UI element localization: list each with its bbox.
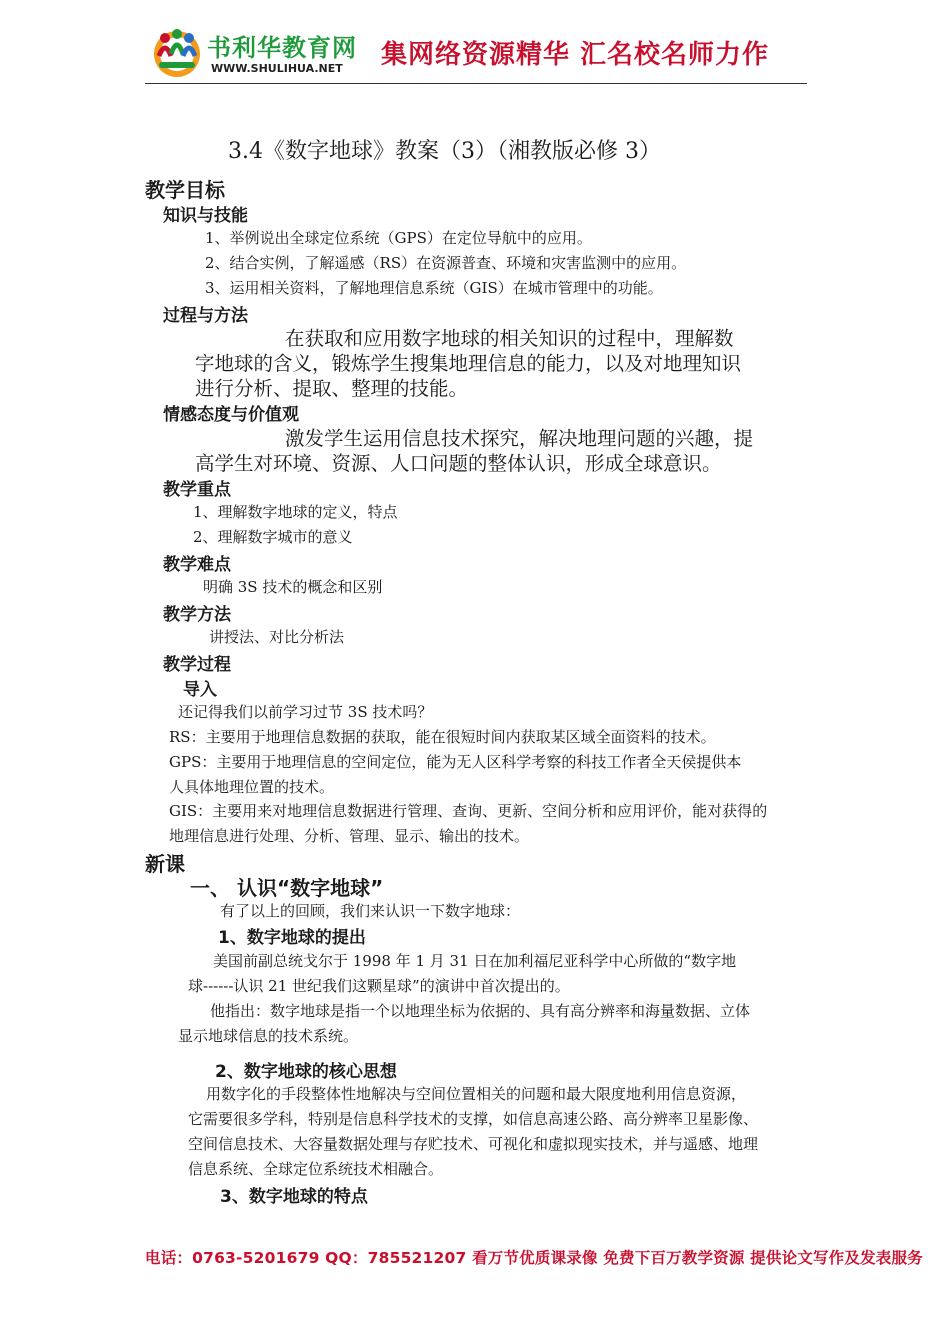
site-url: WWW.SHULIHUA.NET <box>211 62 343 75</box>
heading-knowledge-skills: 知识与技能 <box>163 206 248 226</box>
gis-definition-line-2: 地理信息进行处理、分析、管理、显示、输出的技术。 <box>169 827 530 845</box>
teaching-method-1: 讲授法、对比分析法 <box>209 628 345 646</box>
emotion-text-line-1: 激发学生运用信息技术探究，解决地理问题的兴趣，提 <box>285 427 754 450</box>
heading-teaching-methods: 教学方法 <box>163 605 231 625</box>
gis-definition-line-1: GIS：主要用来对地理信息数据进行管理、查询、更新、空间分析和应用评价，能对获得的 <box>169 802 768 820</box>
header-divider <box>145 83 807 84</box>
header-slogan: 集网络资源精华 汇名校名师力作 <box>381 40 770 70</box>
difficulty-1: 明确 3S 技术的概念和区别 <box>203 578 383 596</box>
core-idea-line-2: 它需要很多学科，特别是信息科学技术的支撑，如信息高速公路、高分辨率卫星影像、 <box>188 1110 759 1128</box>
gps-definition-line-2: 人具体地理位置的技术。 <box>169 778 335 796</box>
process-text-line-2: 字地球的含义，锻炼学生搜集地理信息的能力，以及对地理知识 <box>195 352 742 375</box>
heading-origin: 1、数字地球的提出 <box>218 928 366 948</box>
knowledge-item-2: 2、结合实例，了解遥感（RS）在资源普查、环境和灾害监测中的应用。 <box>205 254 687 272</box>
document-title: 3.4《数字地球》教案（3）（湘教版必修 3） <box>228 139 661 164</box>
heading-features: 3、数字地球的特点 <box>220 1187 368 1207</box>
core-idea-line-4: 信息系统、全球定位系统技术相融合。 <box>188 1160 444 1178</box>
origin-text-line-4: 显示地球信息的技术系统。 <box>178 1027 359 1045</box>
knowledge-item-3: 3、运用相关资料，了解地理信息系统（GIS）在城市管理中的功能。 <box>205 279 663 297</box>
origin-text-line-2: 球------认识 21 世纪我们这颗星球”的演讲中首次提出的。 <box>188 977 570 995</box>
heading-key-points: 教学重点 <box>163 480 231 500</box>
heading-teaching-goals: 教学目标 <box>145 178 225 202</box>
page-footer-contact: 电话：0763-5201679 QQ：785521207 看万节优质课录像 免费下百万教学资源 提供论文写作及发表服务 <box>145 1249 923 1267</box>
heading-introduction: 导入 <box>183 680 217 700</box>
heading-core-idea: 2、数字地球的核心思想 <box>215 1062 397 1082</box>
origin-text-line-3: 他指出：数字地球是指一个以地理坐标为依据的、具有高分辨率和海量数据、立体 <box>210 1002 751 1020</box>
process-text-line-3: 进行分析、提取、整理的技能。 <box>195 377 469 400</box>
core-idea-line-1: 用数字化的手段整体性地解决与空间位置相关的问题和最大限度地利用信息资源， <box>206 1085 747 1103</box>
heading-teaching-procedure: 教学过程 <box>163 655 231 675</box>
core-idea-line-3: 空间信息技术、大容量数据处理与存贮技术、可视化和虚拟现实技术，并与遥感、地理 <box>188 1135 759 1153</box>
knowledge-item-1: 1、举例说出全球定位系统（GPS）在定位导航中的应用。 <box>205 229 592 247</box>
origin-text-line-1: 美国前副总统戈尔于 1998 年 1 月 31 日在加利福尼亚科学中心所做的“数字地 <box>213 952 737 970</box>
emotion-text-line-2: 高学生对环境、资源、人口问题的整体认识，形成全球意识。 <box>195 452 722 475</box>
page-header <box>145 22 807 84</box>
heading-emotion-values: 情感态度与价值观 <box>163 405 299 425</box>
process-text-line-1: 在获取和应用数字地球的相关知识的过程中，理解数 <box>285 327 734 350</box>
heading-part-one: 一、 认识“数字地球” <box>190 876 384 900</box>
people-logo-icon <box>151 26 203 78</box>
part-one-intro: 有了以上的回顾，我们来认识一下数字地球： <box>220 902 521 920</box>
gps-definition-line-1: GPS：主要用于地理信息的空间定位，能为无人区科学考察的科技工作者全天侯提供本 <box>169 753 742 771</box>
key-point-1: 1、理解数字地球的定义，特点 <box>193 503 398 521</box>
heading-new-lesson: 新课 <box>145 852 185 876</box>
site-logo-text: 书利华教育网 <box>207 34 357 62</box>
intro-question: 还记得我们以前学习过节 3S 技术吗？ <box>178 703 433 721</box>
key-point-2: 2、理解数字城市的意义 <box>193 528 353 546</box>
rs-definition: RS：主要用于地理信息数据的获取，能在很短时间内获取某区域全面资料的技术。 <box>169 728 716 746</box>
heading-difficulties: 教学难点 <box>163 555 231 575</box>
heading-process-methods: 过程与方法 <box>163 306 248 326</box>
